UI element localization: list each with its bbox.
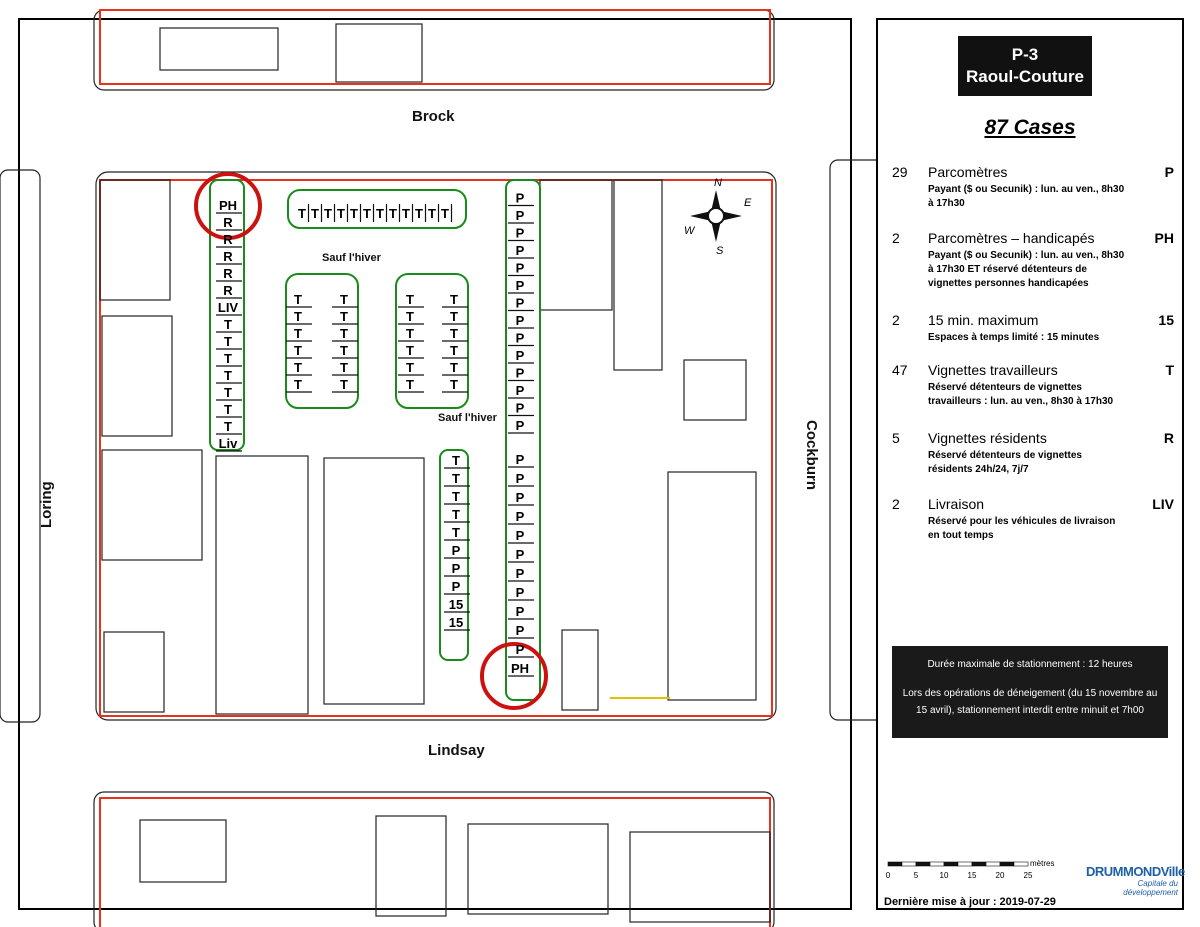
building bbox=[668, 472, 756, 700]
street-label-east: Cockburn bbox=[803, 420, 820, 491]
parking-space-island-b: T bbox=[406, 343, 414, 358]
building bbox=[102, 316, 172, 436]
parking-space-east: P bbox=[515, 243, 525, 258]
scale-segment bbox=[944, 862, 958, 866]
parking-space-north: T bbox=[376, 206, 384, 221]
last-update: Dernière mise à jour : 2019-07-29 bbox=[884, 896, 1056, 908]
parking-space-center: T bbox=[452, 507, 460, 522]
block-outline bbox=[96, 172, 776, 720]
parking-space-island-a: T bbox=[340, 326, 348, 341]
legend-count: 2 bbox=[892, 312, 900, 328]
info-box bbox=[892, 646, 1168, 738]
parking-space-east: P bbox=[515, 547, 525, 562]
parking-space-island-b: T bbox=[450, 292, 458, 307]
building bbox=[468, 824, 608, 914]
building bbox=[140, 820, 226, 882]
legend-count: 2 bbox=[892, 230, 900, 246]
street-label-west: Loring bbox=[38, 481, 55, 528]
building bbox=[104, 632, 164, 712]
compass-letter: E bbox=[744, 197, 752, 209]
parking-space-west: LIV bbox=[217, 300, 239, 315]
building bbox=[216, 456, 308, 714]
parking-space-west: R bbox=[223, 283, 233, 298]
parking-space-east: P bbox=[515, 225, 525, 241]
parking-space-east: P bbox=[515, 260, 525, 276]
parking-space-east: P bbox=[515, 509, 525, 524]
parking-space-north: T bbox=[363, 206, 371, 221]
parking-space-west: T bbox=[224, 317, 232, 332]
parking-space-east: P bbox=[515, 528, 525, 543]
parking-space-island-a: T bbox=[294, 292, 302, 307]
parking-space-center: 15 bbox=[448, 615, 464, 630]
legend-code: R bbox=[1163, 430, 1174, 446]
parking-space-west: R bbox=[223, 232, 233, 247]
parking-space-east: P bbox=[515, 623, 525, 638]
parking-space-island-b: T bbox=[450, 377, 458, 392]
parking-space-north: T bbox=[415, 206, 423, 221]
scale-segment bbox=[902, 862, 916, 866]
compass-rose bbox=[684, 177, 752, 257]
legend-row-parcometres bbox=[892, 164, 1174, 214]
parking-space-north: T bbox=[337, 206, 345, 221]
parking-space-west: T bbox=[224, 334, 232, 349]
winter-label-2: Sauf l'hiver bbox=[438, 412, 497, 424]
scale-segment bbox=[958, 862, 972, 866]
max-duration-text: Durée maximale de stationnement : 12 heures bbox=[927, 659, 1133, 670]
parking-space-east: P bbox=[515, 400, 525, 416]
legend-panel bbox=[876, 18, 1184, 910]
parking-space-island-a: T bbox=[340, 343, 348, 358]
parking-space-west: T bbox=[224, 368, 232, 383]
legend-name: Vignettes résidents bbox=[928, 430, 1047, 446]
scale-tick-label: 20 bbox=[995, 871, 1005, 880]
parking-space-island-b: T bbox=[406, 292, 414, 307]
legend-row-residents bbox=[892, 430, 1174, 480]
legend-name: Parcomètres – handicapés bbox=[928, 230, 1095, 246]
building bbox=[684, 360, 746, 420]
building bbox=[100, 180, 170, 300]
block-property-line bbox=[100, 180, 772, 716]
compass-center bbox=[708, 208, 724, 224]
legend-row-livraison bbox=[892, 496, 1174, 546]
legend-desc: Réservé pour les véhicules de livraison en tout temps bbox=[928, 516, 1116, 541]
north-block-property-line bbox=[100, 10, 770, 84]
scale-tick-label: 5 bbox=[913, 871, 919, 880]
parking-space-island-b: T bbox=[450, 360, 458, 375]
legend-name: Vignettes travailleurs bbox=[928, 362, 1058, 378]
parking-space-center: T bbox=[452, 453, 460, 468]
legend-code: T bbox=[1165, 362, 1174, 378]
scale-tick-label: 25 bbox=[1023, 871, 1033, 880]
parking-space-east: P bbox=[515, 208, 525, 223]
parking-space-east: P bbox=[515, 418, 525, 433]
parking-space-island-b: T bbox=[406, 377, 414, 392]
building bbox=[324, 458, 424, 704]
compass-letter: W bbox=[684, 225, 695, 237]
compass-letter: N bbox=[714, 177, 722, 189]
parking-space-east: P bbox=[515, 383, 525, 398]
parking-space-north: T bbox=[350, 206, 358, 221]
building bbox=[336, 24, 422, 82]
parking-space-east: P bbox=[515, 585, 525, 600]
parking-space-north: T bbox=[311, 206, 319, 221]
parking-space-west: PH bbox=[218, 198, 238, 213]
parking-space-west: T bbox=[224, 351, 232, 366]
legend-code: 15 bbox=[1158, 312, 1174, 328]
parking-space-island-b: T bbox=[450, 309, 458, 324]
west-block-outline bbox=[0, 170, 40, 722]
parking-space-east: P bbox=[515, 278, 525, 293]
parking-space-west: R bbox=[223, 249, 233, 264]
legend-code: LIV bbox=[1152, 496, 1174, 512]
parking-space-east: P bbox=[515, 365, 525, 381]
map-canvas bbox=[20, 20, 854, 912]
lot-code: P-3 bbox=[1011, 45, 1039, 64]
building bbox=[102, 450, 202, 560]
legend-count: 47 bbox=[892, 362, 908, 378]
legend-desc: Réservé détenteurs de vignettes résidents 24h/24, 7j/7 bbox=[928, 450, 1082, 475]
parking-space-center: P bbox=[451, 543, 461, 558]
parking-space-east: P bbox=[515, 566, 525, 581]
scale-bar bbox=[885, 858, 1055, 888]
parking-space-east: P bbox=[515, 330, 525, 346]
building bbox=[630, 832, 770, 922]
parking-space-island-a: T bbox=[294, 343, 302, 358]
legend-count: 2 bbox=[892, 496, 900, 512]
city-logo bbox=[1086, 864, 1185, 908]
parking-space-island-a: T bbox=[340, 377, 348, 392]
lot-title-box bbox=[958, 36, 1092, 96]
legend-row-travailleurs bbox=[892, 362, 1174, 412]
legend-code: P bbox=[1164, 164, 1174, 180]
scale-tick-label: 10 bbox=[939, 871, 949, 880]
scale-segment bbox=[888, 862, 902, 866]
scale-segment bbox=[930, 862, 944, 866]
parking-space-island-a: T bbox=[294, 360, 302, 375]
building bbox=[562, 630, 598, 710]
legend-count: 5 bbox=[892, 430, 900, 446]
building bbox=[376, 816, 446, 916]
legend-count: 29 bbox=[892, 164, 908, 180]
legend-desc: Payant ($ ou Secunik) : lun. au ven., 8h30 à 17h30 bbox=[928, 184, 1125, 209]
winter-label-1: Sauf l'hiver bbox=[322, 252, 381, 264]
parking-space-east: P bbox=[515, 452, 525, 467]
parking-space-west: T bbox=[224, 385, 232, 400]
parking-space-east: P bbox=[515, 471, 525, 486]
parking-space-island-a: T bbox=[340, 292, 348, 307]
parking-space-island-b: T bbox=[406, 326, 414, 341]
scale-unit: mètres bbox=[1030, 859, 1055, 868]
parking-space-island-a: T bbox=[294, 377, 302, 392]
parking-space-north: T bbox=[428, 206, 436, 221]
parking-space-west: T bbox=[224, 419, 232, 434]
legend-name: Parcomètres bbox=[928, 164, 1008, 180]
south-block-outline bbox=[94, 792, 774, 927]
parking-map bbox=[18, 18, 852, 910]
parking-space-east: P bbox=[515, 490, 525, 505]
building bbox=[160, 28, 278, 70]
parking-space-island-a: T bbox=[340, 360, 348, 375]
parking-space-east: P bbox=[515, 604, 525, 619]
parking-space-island-a: T bbox=[294, 309, 302, 324]
parking-space-north: T bbox=[441, 206, 449, 221]
parking-space-north: T bbox=[298, 206, 306, 221]
parking-space-east: P bbox=[515, 313, 525, 328]
parking-space-island-b: T bbox=[406, 309, 414, 324]
south-block-property-line bbox=[100, 798, 770, 927]
legend-name: 15 min. maximum bbox=[928, 312, 1039, 328]
total-spaces: 87 Cases bbox=[984, 116, 1076, 139]
logo-name: DRUMMONDVille bbox=[1086, 864, 1185, 879]
scale-segment bbox=[1000, 862, 1014, 866]
parking-space-east: PH bbox=[510, 661, 530, 676]
scale-segment bbox=[986, 862, 1000, 866]
street-label-north: Brock bbox=[412, 108, 455, 125]
parking-space-center: T bbox=[452, 525, 460, 540]
parking-space-west: R bbox=[223, 215, 233, 230]
building bbox=[540, 180, 612, 310]
scale-segment bbox=[916, 862, 930, 866]
legend-name: Livraison bbox=[928, 496, 985, 512]
scale-tick-label: 15 bbox=[967, 871, 977, 880]
snow-removal-text: Lors des opérations de déneigement (du 15 novembre au 15 avril), stationnement interdit entre minuit et 7h00 bbox=[902, 688, 1158, 716]
parking-space-east: P bbox=[515, 642, 525, 657]
parking-space-island-b: T bbox=[450, 343, 458, 358]
scale-tick-label: 0 bbox=[885, 871, 891, 880]
parking-space-island-b: T bbox=[450, 326, 458, 341]
legend-row-15min bbox=[892, 312, 1174, 352]
parking-space-east: P bbox=[515, 190, 525, 206]
parking-space-center: T bbox=[452, 489, 460, 504]
parking-space-center: T bbox=[452, 471, 460, 486]
parking-space-east: P bbox=[515, 295, 525, 311]
parking-space-center: P bbox=[451, 561, 461, 576]
compass-letter: S bbox=[716, 245, 724, 257]
parking-space-island-a: T bbox=[340, 309, 348, 324]
lot-name: Raoul-Couture bbox=[965, 67, 1085, 86]
parking-space-west: T bbox=[224, 402, 232, 417]
parking-space-island-b: T bbox=[406, 360, 414, 375]
legend-code: PH bbox=[1154, 230, 1174, 246]
scale-segment bbox=[1014, 862, 1028, 866]
parking-space-center: 15 bbox=[448, 597, 464, 612]
building bbox=[614, 180, 662, 370]
logo-tagline: Capitale du développement bbox=[1123, 879, 1178, 897]
legend-desc: Réservé détenteurs de vignettes travailleurs : lun. au ven., 8h30 à 17h30 bbox=[928, 382, 1114, 407]
parking-space-north: T bbox=[402, 206, 410, 221]
parking-space-west: Liv bbox=[218, 436, 238, 451]
street-label-south: Lindsay bbox=[428, 742, 485, 759]
parking-space-west: R bbox=[223, 266, 233, 281]
north-block-outline bbox=[94, 10, 774, 90]
parking-space-east: P bbox=[515, 348, 525, 363]
scale-segment bbox=[972, 862, 986, 866]
parking-space-north: T bbox=[389, 206, 397, 221]
legend-desc: Payant ($ ou Secunik) : lun. au ven., 8h30 à 17h30 ET réservé détenteurs de vignettes personnes handicapées bbox=[928, 250, 1125, 289]
parking-space-island-a: T bbox=[294, 326, 302, 341]
parking-space-north: T bbox=[324, 206, 332, 221]
legend-desc: Espaces à temps limité : 15 minutes bbox=[928, 332, 1100, 343]
legend-row-handicapes bbox=[892, 230, 1174, 290]
parking-space-center: P bbox=[451, 579, 461, 594]
